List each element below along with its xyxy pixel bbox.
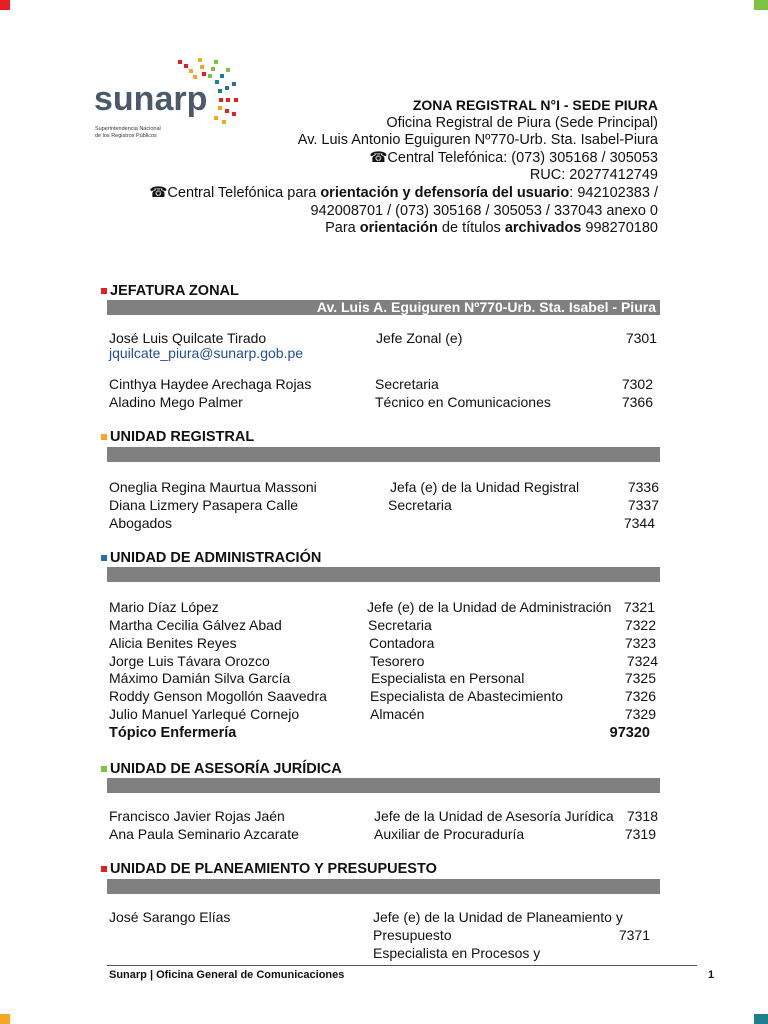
staff-role: Contadora xyxy=(369,635,435,651)
staff-role: Jefe (e) de la Unidad de Administración xyxy=(367,599,612,615)
staff-name: Diana Lizmery Pasapera Calle xyxy=(109,497,299,513)
corner-mark-teal xyxy=(754,1014,768,1024)
staff-extension: 7319 xyxy=(624,826,656,842)
corner-mark-red xyxy=(0,0,10,10)
header-orientation-b: orientación y defensoría del usuario xyxy=(320,184,570,201)
header-archive-e: 998270180 xyxy=(581,220,658,237)
staff-extension: 7329 xyxy=(624,706,656,722)
staff-role-next: Especialista en Procesos y xyxy=(373,945,541,961)
header-line-numbers: 942008701 / (073) 305168 / 305053 / 337043 anexo 0 xyxy=(310,202,658,219)
staff-extension: 7366 xyxy=(621,394,653,410)
section-title-jefatura xyxy=(101,283,239,299)
section-title-asesoria xyxy=(101,761,342,777)
table-row xyxy=(109,635,659,653)
staff-role: Secretaria xyxy=(368,617,432,633)
table-row-continued xyxy=(109,945,659,963)
header-line-orientation xyxy=(138,185,658,203)
table-row xyxy=(109,670,659,688)
section-title-text: UNIDAD REGISTRAL xyxy=(110,429,255,445)
table-row xyxy=(109,653,659,671)
staff-extension: 7371 xyxy=(618,927,650,943)
staff-name: José Luis Quilcate Tirado xyxy=(109,330,267,346)
staff-role: Jefe de la Unidad de Asesoría Jurídica xyxy=(374,808,614,824)
page-number: 1 xyxy=(708,969,715,981)
staff-name: Cinthya Haydee Arechaga Rojas xyxy=(109,376,312,392)
section-bar-administracion xyxy=(107,567,660,582)
staff-extension: 7318 xyxy=(626,808,658,824)
staff-name: Martha Cecilia Gálvez Abad xyxy=(109,617,282,633)
staff-extension: 7344 xyxy=(623,515,655,531)
bullet-square-icon xyxy=(101,434,107,440)
staff-name: Jorge Luis Távara Orozco xyxy=(109,653,270,669)
staff-role: Especialista de Abastecimiento xyxy=(370,688,563,704)
topico-name: Tópico Enfermería xyxy=(109,725,237,741)
section-title-text: UNIDAD DE ADMINISTRACIÓN xyxy=(110,550,322,566)
staff-extension: 7323 xyxy=(624,635,656,651)
header-phone-text: Central Telefónica: (073) 305168 / 305053 xyxy=(387,149,658,166)
header-line-phone xyxy=(138,150,658,168)
section-title-text: UNIDAD DE PLANEAMIENTO Y PRESUPUESTO xyxy=(110,861,437,877)
header-orientation-c: : 942102383 / xyxy=(569,184,658,201)
header-block xyxy=(138,97,658,238)
topico-extension: 97320 xyxy=(609,725,650,741)
staff-extension: 7301 xyxy=(625,330,657,346)
staff-name: Oneglia Regina Maurtua Massoni xyxy=(109,479,317,495)
table-row xyxy=(109,376,659,394)
staff-extension: 7336 xyxy=(627,479,659,495)
bullet-square-icon xyxy=(101,766,107,772)
bullet-square-icon xyxy=(101,288,107,294)
phone-icon: ☎ xyxy=(369,149,388,166)
staff-name: Ana Paula Seminario Azcarate xyxy=(109,826,299,842)
staff-role-continued: Presupuesto xyxy=(373,927,452,943)
table-row xyxy=(109,808,659,826)
header-archive-c: de títulos xyxy=(437,220,505,237)
staff-name: José Sarango Elías xyxy=(109,909,231,925)
staff-role: Tesorero xyxy=(370,653,425,669)
staff-extension: 7326 xyxy=(624,688,656,704)
staff-extension: 7324 xyxy=(626,653,658,669)
section-title-text: UNIDAD DE ASESORÍA JURÍDICA xyxy=(110,761,342,777)
header-line-office: Oficina Registral de Piura (Sede Principal) xyxy=(386,114,658,131)
section-bar-jefatura xyxy=(107,300,660,315)
staff-role: Jefa (e) de la Unidad Registral xyxy=(390,479,580,495)
staff-name: Abogados xyxy=(109,515,173,531)
table-row xyxy=(109,515,659,533)
staff-role: Especialista en Personal xyxy=(371,670,525,686)
phone-icon: ☎ xyxy=(149,184,168,201)
footer-text: Sunarp | Oficina General de Comunicaciones xyxy=(109,969,345,981)
table-row xyxy=(109,599,659,617)
section-bar-asesoria xyxy=(107,778,660,793)
staff-extension: 7302 xyxy=(621,376,653,392)
logo-wordmark: sunarp xyxy=(94,80,208,118)
staff-name: Julio Manuel Yarlequé Cornejo xyxy=(109,706,300,722)
staff-role: Almacén xyxy=(370,706,425,722)
header-line-ruc: RUC: 20277412749 xyxy=(529,167,658,184)
corner-mark-green xyxy=(754,0,768,10)
staff-extension: 7321 xyxy=(623,599,655,615)
table-row xyxy=(109,706,659,724)
header-archive-d: archivados xyxy=(504,220,582,237)
email-link[interactable]: jquilcate_piura@sunarp.gob.pe xyxy=(109,345,304,361)
staff-name: Máximo Damián Silva García xyxy=(109,670,291,686)
staff-name: Alicia Benites Reyes xyxy=(109,635,237,651)
section-bar-registral xyxy=(107,447,660,462)
table-row xyxy=(109,688,659,706)
staff-extension: 7322 xyxy=(624,617,656,633)
section-bar-address: Av. Luis A. Eguiguren Nº770-Urb. Sta. Isabel - Piura xyxy=(316,299,656,315)
staff-role: Jefe (e) de la Unidad de Planeamiento y xyxy=(373,909,623,925)
table-row-continued xyxy=(109,927,659,945)
bullet-square-icon xyxy=(101,866,107,872)
staff-role: Auxiliar de Procuraduría xyxy=(374,826,525,842)
header-title: ZONA REGISTRAL N°I - SEDE PIURA xyxy=(412,97,658,113)
staff-name: Mario Díaz López xyxy=(109,599,219,615)
section-title-administracion xyxy=(101,550,321,566)
staff-role: Jefe Zonal (e) xyxy=(376,330,463,346)
header-line-archive xyxy=(138,220,658,238)
staff-extension: 7325 xyxy=(624,670,656,686)
staff-name: Aladino Mego Palmer xyxy=(109,394,243,410)
table-row-topico xyxy=(109,725,659,743)
section-title-text: JEFATURA ZONAL xyxy=(110,283,239,299)
staff-role: Secretaria xyxy=(375,376,439,392)
staff-extension: 7337 xyxy=(627,497,659,513)
table-row xyxy=(109,826,659,844)
header-orientation-a: Central Telefónica para xyxy=(167,184,321,201)
table-row xyxy=(109,617,659,635)
logo-subtitle-line-2: de los Registros Públicos xyxy=(95,133,157,139)
corner-mark-orange xyxy=(0,1014,10,1024)
staff-name: Francisco Javier Rojas Jaén xyxy=(109,808,285,824)
header-line-address: Av. Luis Antonio Eguiguren Nº770-Urb. Sta. Isabel-Piura xyxy=(297,132,658,149)
section-title-planeamiento xyxy=(101,861,437,877)
section-bar-planeamiento xyxy=(107,879,660,894)
section-title-registral xyxy=(101,429,254,445)
staff-name: Roddy Genson Mogollón Saavedra xyxy=(109,688,327,704)
staff-role: Secretaria xyxy=(388,497,452,513)
table-row xyxy=(109,479,659,497)
header-archive-a: Para xyxy=(325,220,360,237)
table-row xyxy=(109,394,659,412)
footer-divider xyxy=(107,965,697,966)
staff-role: Técnico en Comunicaciones xyxy=(375,394,551,410)
table-row xyxy=(109,497,659,515)
bullet-square-icon xyxy=(101,555,107,561)
header-archive-b: orientación xyxy=(359,220,438,237)
table-row xyxy=(109,909,659,927)
logo-subtitle-line-1: Superintendencia Nacional xyxy=(95,126,161,132)
